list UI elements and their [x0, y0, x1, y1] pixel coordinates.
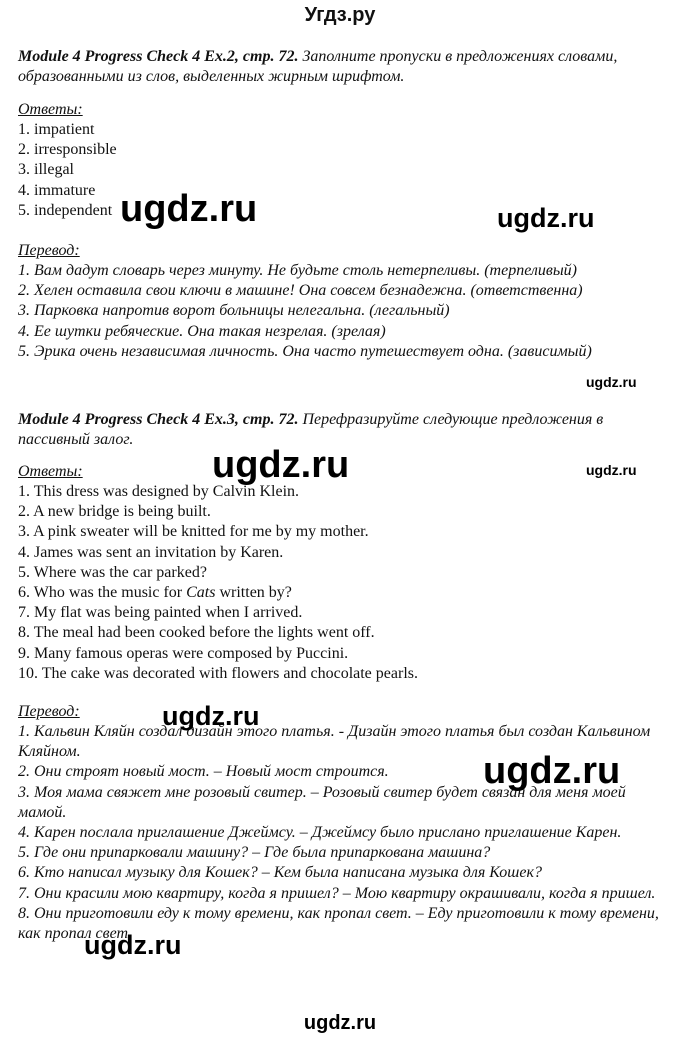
exercise-3-answers-label: Ответы:: [18, 463, 83, 480]
exercise-3-section: [18, 410, 668, 944]
site-title: Угдз.ру: [304, 4, 376, 26]
translation-item: 5. Где они припарковали машину? – Где была припаркована машина?: [18, 844, 491, 862]
answer-item: [18, 583, 668, 603]
translation-item: 3. Моя мама свяжет мне розовый свитер. – Розовый свитер будет связан для меня моей мамой.: [18, 783, 626, 821]
translation-item: 2. Они строят новый мост. – Новый мост строится.: [18, 763, 389, 781]
translation-item: 5. Эрика очень независимая личность. Она часто путешествует одна. (зависимый): [18, 342, 592, 360]
answer-6-pre: 6. Who was the music for: [18, 584, 187, 602]
translation-item: 2. Хелен оставила свои ключи в машине! Она совсем безнадежна. (ответственна): [18, 282, 583, 300]
exercise-3-heading-bold: Module 4 Progress Check 4 Ex.3, стр. 72.: [18, 411, 299, 428]
watermark: ugdz.ru: [586, 462, 637, 478]
watermark: ugdz.ru: [120, 188, 258, 230]
answer-item: 9. Many famous operas were composed by Puccini.: [18, 644, 349, 662]
answer-item: 1. This dress was designed by Calvin Klein.: [18, 483, 300, 500]
exercise-3-heading-text: Перефразируйте следующие предложения в пассивный залог.: [18, 411, 604, 448]
translation-item: 7. Они красили мою квартиру, когда я пришел? – Мою квартиру окрашивали, когда я пришел.: [18, 884, 656, 902]
exercise-2-heading: [18, 47, 668, 87]
answer-item: 7. My flat was being painted when I arrived.: [18, 604, 303, 622]
translation-item: 1. Кальвин Кляйн создал дизайн этого платья. - Дизайн этого платья был создан Кальвином Кляйном.: [18, 723, 651, 761]
exercise-2-heading-text: Заполните пропуски в предложениях словами, образованными из слов, выделенных жирным шрифтом.: [18, 48, 618, 85]
watermark: ugdz.ru: [586, 374, 637, 390]
answer-item: 3. A pink sweater will be knitted for me by my mother.: [18, 523, 369, 541]
exercise-2-answers-label: Ответы:: [18, 101, 83, 118]
answer-item: 2. irresponsible: [18, 141, 117, 159]
answer-item: 10. The cake was decorated with flowers and chocolate pearls.: [18, 664, 418, 682]
answer-item: 5. independent: [18, 201, 113, 219]
exercise-3-translation-label: Перевод:: [18, 703, 80, 721]
watermark: ugdz.ru: [212, 444, 350, 486]
answer-6-post: written by?: [215, 584, 292, 602]
translation-item: 4. Карен послала приглашение Джеймсу. – Джеймсу было прислано приглашение Карен.: [18, 824, 622, 842]
footer-watermark: ugdz.ru: [303, 1012, 377, 1034]
answer-item: 3. illegal: [18, 161, 74, 179]
answer-item: 8. The meal had been cooked before the lights went off.: [18, 624, 375, 642]
watermark: ugdz.ru: [483, 750, 621, 792]
exercise-2-translation-label: Перевод:: [18, 242, 80, 260]
watermark: ugdz.ru: [162, 701, 260, 731]
translation-item: 3. Парковка напротив ворот больницы нелегальна. (легальный): [18, 302, 450, 320]
answer-6-italic: Cats: [186, 584, 216, 602]
translation-item: 8. Они приготовили еду к тому времени, как пропал свет. – Еду приготовили к тому времени, как пропал свет.: [18, 904, 659, 943]
answer-item: 2. A new bridge is being built.: [18, 503, 211, 521]
answer-item: 5. Where was the car parked?: [18, 563, 207, 581]
exercise-3-answers-list: [18, 482, 668, 684]
exercise-2-translation-list: [18, 261, 668, 362]
exercise-2-heading-bold: Module 4 Progress Check 4 Ex.2, стр. 72.: [18, 48, 299, 65]
answer-item: 4. James was sent an invitation by Karen.: [18, 543, 284, 561]
watermark: ugdz.ru: [497, 203, 595, 233]
translation-item: 1. Вам дадут словарь через минуту. Не будьте столь нетерпеливы. (терпеливый): [18, 262, 577, 280]
watermark: ugdz.ru: [84, 930, 182, 960]
translation-item: 4. Ее шутки ребяческие. Она такая незрелая. (зрелая): [18, 322, 386, 340]
translation-item: 6. Кто написал музыку для Кошек? – Кем была написана музыка для Кошек?: [18, 864, 542, 882]
answer-item: 1. impatient: [18, 121, 95, 138]
answer-item: 4. immature: [18, 181, 96, 199]
